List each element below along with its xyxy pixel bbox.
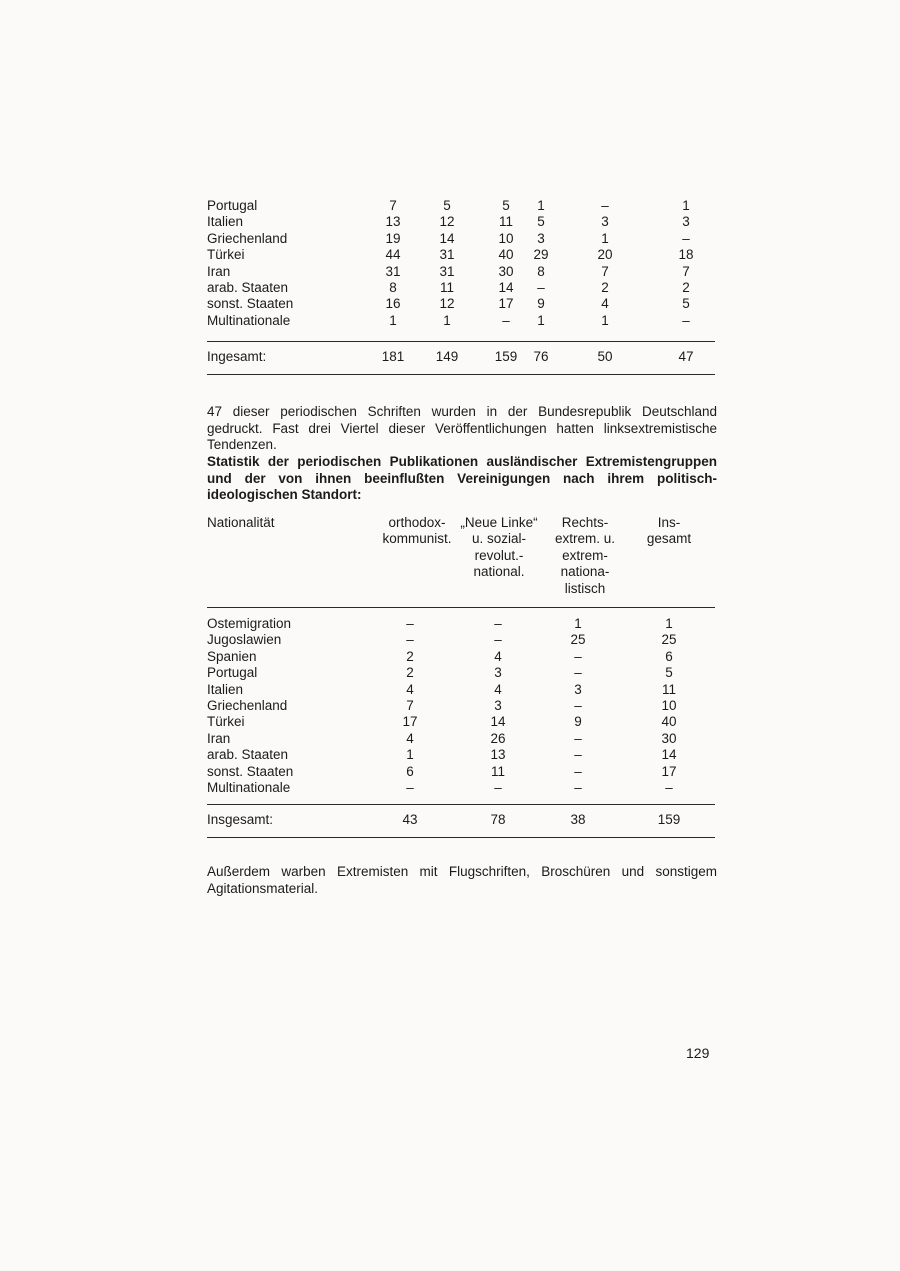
table-cell: 1 bbox=[665, 616, 673, 631]
total-cell: 43 bbox=[402, 812, 418, 828]
table-row bbox=[207, 780, 715, 796]
table-cell: 7 bbox=[682, 263, 690, 279]
section-heading: Statistik der periodischen Publikationen ausländischer Extremistengruppen und der von ihnen beeinflußten Vereinigungen nach ihrem politisch-ideologischen Standort: bbox=[207, 454, 717, 503]
table-cell: 7 bbox=[406, 697, 414, 713]
total-cell: 78 bbox=[490, 812, 506, 828]
table-divider bbox=[207, 837, 715, 838]
total-cell: 38 bbox=[570, 812, 586, 828]
row-label: Iran bbox=[207, 263, 231, 279]
table-cell: 6 bbox=[406, 763, 414, 779]
table-divider bbox=[207, 341, 715, 342]
table-cell: 3 bbox=[574, 681, 582, 697]
row-label: Türkei bbox=[207, 714, 245, 730]
header-nationality: Nationalität bbox=[207, 515, 275, 530]
table-cell: 2 bbox=[406, 648, 414, 664]
table-row bbox=[207, 632, 715, 648]
table-cell: 19 bbox=[385, 230, 401, 246]
table-cell: 7 bbox=[389, 198, 397, 213]
table-cell: 44 bbox=[385, 247, 401, 263]
row-label: Spanien bbox=[207, 648, 257, 664]
header-line: Rechts- bbox=[561, 515, 609, 530]
row-label: Italien bbox=[207, 214, 244, 230]
table-cell: 1 bbox=[389, 312, 397, 328]
table-cell: 17 bbox=[402, 714, 418, 730]
table-cell: 4 bbox=[494, 648, 502, 664]
row-label: arab. Staaten bbox=[207, 747, 289, 763]
table-header bbox=[207, 515, 715, 605]
table-cell: 8 bbox=[389, 279, 397, 295]
table-cell: – bbox=[574, 730, 582, 746]
table-cell: 3 bbox=[682, 214, 690, 230]
header-new-left bbox=[453, 515, 545, 581]
table-cell: 10 bbox=[661, 697, 677, 713]
table-row bbox=[207, 247, 715, 263]
table-cell: – bbox=[502, 312, 510, 328]
table-cell: – bbox=[406, 779, 414, 795]
header-line: kommunist. bbox=[382, 531, 452, 547]
table-cell: 29 bbox=[533, 247, 549, 263]
table-row bbox=[207, 231, 715, 247]
table-cell: 11 bbox=[439, 279, 454, 295]
table-row bbox=[207, 198, 715, 214]
table-cell: – bbox=[682, 230, 690, 246]
table-cell: 14 bbox=[439, 230, 455, 246]
table-cell: 20 bbox=[597, 247, 613, 263]
table-cell: 31 bbox=[439, 263, 455, 279]
row-label: Griechenland bbox=[207, 697, 288, 713]
table-divider bbox=[207, 607, 715, 608]
table-cell: 7 bbox=[601, 263, 609, 279]
total-cell: 149 bbox=[435, 349, 459, 365]
table-cell: – bbox=[574, 648, 582, 664]
table-cell: 9 bbox=[537, 296, 545, 312]
header-line: gesamt bbox=[646, 531, 692, 547]
header-line: listisch bbox=[564, 580, 606, 596]
table-row bbox=[207, 764, 715, 780]
table-cell: 5 bbox=[502, 198, 510, 213]
table-cell: – bbox=[494, 632, 502, 648]
header-line: revolut.- bbox=[474, 547, 524, 563]
table-cell: 6 bbox=[665, 648, 673, 664]
table-cell: – bbox=[406, 632, 414, 648]
table-cell: 14 bbox=[498, 279, 514, 295]
header-right-extremist bbox=[545, 515, 625, 597]
row-label: Iran bbox=[207, 730, 231, 746]
table-cell: 1 bbox=[537, 198, 545, 213]
header-total bbox=[639, 515, 699, 548]
header-line: nationa- bbox=[560, 564, 610, 580]
table-cell: – bbox=[574, 763, 582, 779]
table-row bbox=[207, 264, 715, 280]
header-line: extrem- bbox=[562, 547, 608, 563]
table-cell: – bbox=[665, 779, 673, 795]
table-cell: 3 bbox=[537, 230, 545, 246]
table-cell: 2 bbox=[406, 665, 414, 681]
table-cell: – bbox=[574, 665, 582, 681]
table-row bbox=[207, 714, 715, 730]
table-cell: 31 bbox=[385, 263, 401, 279]
table-cell: 13 bbox=[490, 747, 506, 763]
table-total-row bbox=[207, 811, 715, 829]
table-cell: 14 bbox=[661, 747, 677, 763]
total-label: Ingesamt: bbox=[207, 349, 267, 365]
table-cell: 26 bbox=[490, 730, 506, 746]
table-cell: 2 bbox=[601, 279, 609, 295]
header-line: u. sozial- bbox=[471, 531, 527, 547]
table-cell: 1 bbox=[682, 198, 690, 213]
publications-by-ideology-table bbox=[207, 515, 715, 838]
table-cell: 2 bbox=[682, 279, 690, 295]
header-line: Ins- bbox=[657, 515, 681, 530]
table-cell: 1 bbox=[601, 312, 609, 328]
table-row bbox=[207, 682, 715, 698]
table-cell: – bbox=[494, 779, 502, 795]
row-label: Portugal bbox=[207, 665, 258, 681]
paragraph-other-material: Außerdem warben Extremisten mit Flugschriften, Broschüren und sonstigem Agitationsmaterial. bbox=[207, 864, 717, 896]
table-row bbox=[207, 296, 715, 312]
table-row bbox=[207, 731, 715, 747]
table-cell: – bbox=[574, 779, 582, 795]
table-cell: 11 bbox=[498, 214, 513, 230]
table-cell: 40 bbox=[661, 714, 677, 730]
table-cell: 31 bbox=[439, 247, 455, 263]
table-cell: – bbox=[574, 697, 582, 713]
paragraph-printed-in-germany: 47 dieser periodischen Schriften wurden in der Bundesrepublik Deutschland gedruckt. Fast drei Viertel dieser Veröffentlichungen hatten linksextremistische Tendenzen. bbox=[207, 404, 717, 453]
table-cell: 5 bbox=[537, 214, 545, 230]
table-cell: 4 bbox=[494, 681, 502, 697]
row-label: sonst. Staaten bbox=[207, 296, 294, 312]
total-cell: 76 bbox=[533, 349, 549, 365]
table-cell: 3 bbox=[494, 697, 502, 713]
total-cell: 47 bbox=[678, 349, 694, 365]
row-label: Multinationale bbox=[207, 312, 291, 328]
table-cell: 3 bbox=[601, 214, 609, 230]
table-cell: 9 bbox=[574, 714, 582, 730]
table-cell: 5 bbox=[665, 665, 673, 681]
table-cell: 11 bbox=[661, 681, 676, 697]
table-cell: 30 bbox=[498, 263, 514, 279]
table-cell: – bbox=[537, 279, 545, 295]
table-cell: – bbox=[601, 198, 609, 213]
table-cell: 10 bbox=[498, 230, 514, 246]
table-cell: 13 bbox=[385, 214, 401, 230]
table-cell: – bbox=[574, 747, 582, 763]
table-row bbox=[207, 698, 715, 714]
table-cell: 17 bbox=[661, 763, 677, 779]
row-label: Türkei bbox=[207, 247, 245, 263]
table-cell: 1 bbox=[537, 312, 545, 328]
row-label: Griechenland bbox=[207, 230, 288, 246]
header-line: orthodox- bbox=[388, 515, 446, 530]
row-label: sonst. Staaten bbox=[207, 763, 294, 779]
table-cell: 8 bbox=[537, 263, 545, 279]
table-divider bbox=[207, 374, 715, 375]
table-divider bbox=[207, 804, 715, 805]
row-label: Ostemigration bbox=[207, 616, 292, 631]
total-cell: 159 bbox=[494, 349, 518, 365]
table-row bbox=[207, 747, 715, 763]
table-cell: 1 bbox=[601, 230, 609, 246]
table-cell: 4 bbox=[406, 730, 414, 746]
table-row bbox=[207, 649, 715, 665]
table-cell: 17 bbox=[498, 296, 514, 312]
table-row bbox=[207, 214, 715, 230]
table-cell: 1 bbox=[443, 312, 451, 328]
total-cell: 50 bbox=[597, 349, 613, 365]
header-line: „Neue Linke“ bbox=[460, 515, 538, 530]
table-row bbox=[207, 616, 715, 632]
table-row bbox=[207, 313, 715, 329]
table-cell: 30 bbox=[661, 730, 677, 746]
table-cell: 1 bbox=[574, 616, 582, 631]
table-cell: 3 bbox=[494, 665, 502, 681]
table-cell: – bbox=[406, 616, 414, 631]
table-cell: 14 bbox=[490, 714, 506, 730]
table-cell: 12 bbox=[439, 296, 455, 312]
publications-table-continued bbox=[207, 198, 715, 375]
table-row bbox=[207, 280, 715, 296]
table-cell: 40 bbox=[498, 247, 514, 263]
page-number: 129 bbox=[686, 1045, 710, 1061]
total-label: Insgesamt: bbox=[207, 812, 274, 828]
row-label: Jugoslawien bbox=[207, 632, 282, 648]
table-cell: – bbox=[494, 616, 502, 631]
table-cell: 11 bbox=[490, 763, 505, 779]
header-line: national. bbox=[473, 564, 525, 580]
table-cell: – bbox=[682, 312, 690, 328]
table-cell: 4 bbox=[406, 681, 414, 697]
table-cell: 4 bbox=[601, 296, 609, 312]
total-cell: 181 bbox=[381, 349, 405, 365]
table-cell: 12 bbox=[439, 214, 455, 230]
table-cell: 16 bbox=[385, 296, 401, 312]
header-line: extrem. u. bbox=[554, 531, 616, 547]
row-label: Italien bbox=[207, 681, 244, 697]
table-total-row bbox=[207, 348, 715, 366]
table-cell: 1 bbox=[406, 747, 414, 763]
table-cell: 25 bbox=[570, 632, 586, 648]
table-row bbox=[207, 665, 715, 681]
row-label: Portugal bbox=[207, 198, 258, 213]
table-cell: 5 bbox=[443, 198, 451, 213]
header-orthodox-communist bbox=[377, 515, 457, 548]
total-cell: 159 bbox=[657, 812, 681, 828]
row-label: arab. Staaten bbox=[207, 279, 289, 295]
row-label: Multinationale bbox=[207, 779, 291, 795]
table-cell: 18 bbox=[678, 247, 694, 263]
table-cell: 5 bbox=[682, 296, 690, 312]
table-cell: 25 bbox=[661, 632, 677, 648]
